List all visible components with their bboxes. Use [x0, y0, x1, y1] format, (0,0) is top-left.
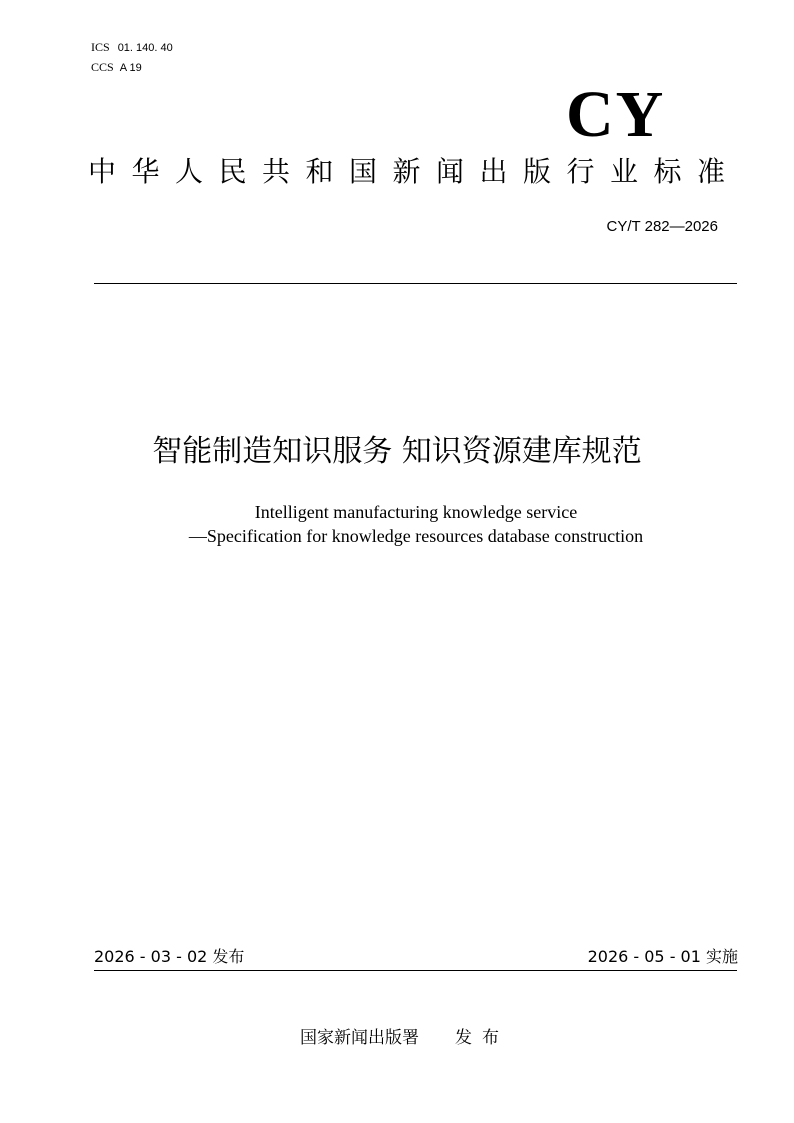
ccs-value: A 19 — [119, 62, 142, 74]
ics-value: 01. 140. 40 — [117, 42, 173, 54]
top-divider — [94, 283, 737, 284]
standard-category: 中华人民共和国新闻出版行业标准 — [88, 155, 741, 188]
title-english-line-2: —Specification for knowledge resources database construction — [188, 526, 644, 546]
title-english-line-1: Intelligent manufacturing knowledge service — [254, 502, 578, 522]
issuer-line — [300, 1026, 509, 1050]
ccs-line — [91, 60, 142, 75]
ics-label: ICS — [91, 40, 110, 54]
issuer-organization: 国家新闻出版署 — [300, 1028, 419, 1048]
bottom-divider — [94, 970, 737, 971]
implementation-date: 2026 - 05 - 01 实施 — [587, 947, 738, 966]
issuer-action: 发布 — [455, 1028, 509, 1048]
standard-code: CY/T 282—2026 — [606, 218, 718, 235]
cy-logo: CY — [566, 78, 666, 151]
issue-date: 2026 - 03 - 02 发布 — [94, 947, 245, 966]
title-chinese: 智能制造知识服务 知识资源建库规范 — [152, 434, 642, 469]
ccs-label: CCS — [91, 60, 114, 74]
ics-line — [91, 40, 173, 55]
